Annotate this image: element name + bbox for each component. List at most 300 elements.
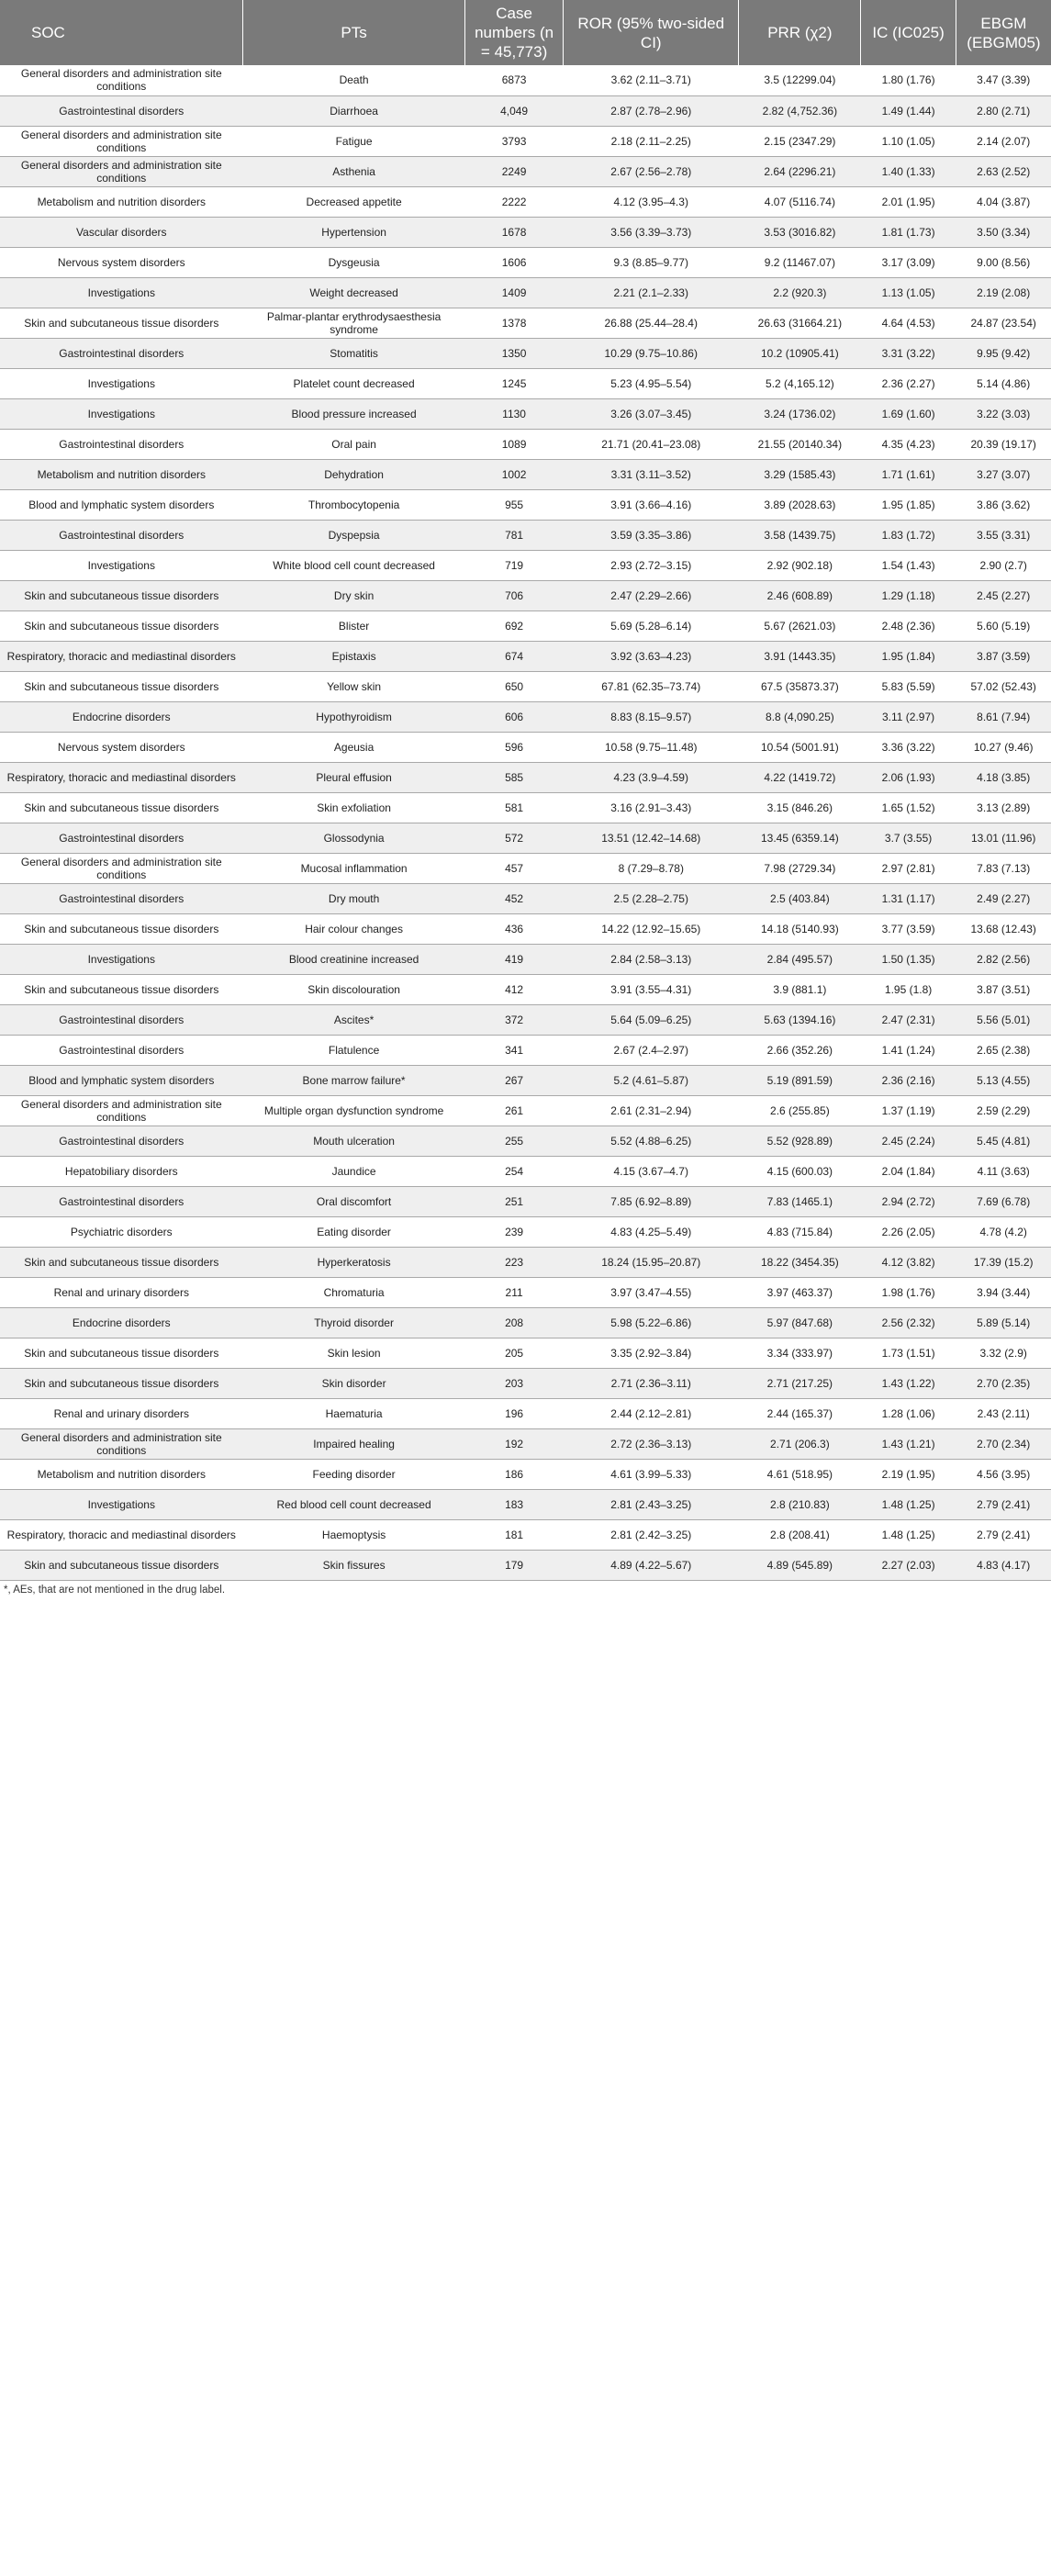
cell-ic: 1.80 (1.76) (881, 73, 935, 87)
cell-prr: 18.22 (3454.35) (761, 1255, 839, 1269)
cell-soc: Skin and subcutaneous tissue disorders (24, 679, 219, 693)
cell-soc: Psychiatric disorders (70, 1225, 173, 1238)
cell-ic: 1.95 (1.84) (881, 649, 935, 663)
cell-ic: 1.29 (1.18) (881, 588, 935, 602)
table-row (0, 580, 1051, 610)
cell-ror: 2.21 (2.1–2.33) (613, 286, 688, 299)
cell-ic: 1.48 (1.25) (881, 1528, 935, 1541)
cell-ic: 3.36 (3.22) (881, 740, 935, 754)
cell-soc: General disorders and administration site conditions (20, 855, 222, 881)
header-pts: PTs (243, 0, 465, 65)
table-row (0, 1368, 1051, 1398)
cell-ror: 3.31 (3.11–3.52) (610, 467, 691, 481)
cell-case-numbers: 372 (505, 1013, 524, 1026)
cell-ror: 18.24 (15.95–20.87) (601, 1255, 701, 1269)
cell-ic: 1.54 (1.43) (881, 558, 935, 572)
cell-soc: Skin and subcutaneous tissue disorders (24, 1376, 219, 1390)
cell-ic: 1.28 (1.06) (881, 1406, 935, 1420)
cell-case-numbers: 452 (505, 891, 524, 905)
table-row (0, 156, 1051, 186)
cell-ebgm: 3.47 (3.39) (977, 73, 1031, 87)
cell-ror: 2.61 (2.31–2.94) (610, 1103, 692, 1117)
cell-pt: Yellow skin (327, 679, 382, 693)
table-row (0, 1307, 1051, 1338)
cell-soc: Investigations (87, 952, 155, 966)
cell-soc: Nervous system disorders (57, 255, 185, 269)
cell-ebgm: 4.83 (4.17) (977, 1558, 1031, 1572)
cell-prr: 5.63 (1394.16) (764, 1013, 836, 1026)
cell-pt: Death (339, 73, 369, 87)
cell-ebgm: 2.70 (2.34) (977, 1437, 1031, 1450)
cell-pt: Dehydration (324, 467, 384, 481)
cell-case-numbers: 1606 (501, 255, 527, 269)
cell-prr: 5.19 (891.59) (766, 1073, 833, 1087)
cell-ror: 2.87 (2.78–2.96) (610, 104, 692, 118)
cell-ebgm: 3.86 (3.62) (977, 498, 1031, 511)
cell-ror: 5.98 (5.22–6.86) (610, 1316, 692, 1329)
cell-ebgm: 5.89 (5.14) (977, 1316, 1031, 1329)
cell-ebgm: 2.14 (2.07) (977, 134, 1031, 148)
cell-pt: Impaired healing (313, 1437, 395, 1450)
cell-ebgm: 10.27 (9.46) (973, 740, 1034, 754)
table-row (0, 398, 1051, 429)
cell-ebgm: 3.27 (3.07) (977, 467, 1031, 481)
cell-pt: Multiple organ dysfunction syndrome (263, 1103, 444, 1117)
cell-case-numbers: 436 (505, 922, 524, 935)
cell-pt: Thyroid disorder (314, 1316, 394, 1329)
cell-ebgm: 3.50 (3.34) (977, 225, 1031, 239)
cell-ror: 3.35 (2.92–3.84) (610, 1346, 692, 1360)
cell-ror: 2.67 (2.4–2.97) (613, 1043, 688, 1057)
cell-ror: 2.5 (2.28–2.75) (613, 891, 688, 905)
cell-soc: Nervous system disorders (57, 740, 185, 754)
cell-soc: Gastrointestinal disorders (59, 1194, 184, 1208)
table-row (0, 429, 1051, 459)
cell-case-numbers: 955 (505, 498, 524, 511)
cell-prr: 10.2 (10905.41) (761, 346, 839, 360)
cell-case-numbers: 1130 (502, 407, 526, 420)
cell-case-numbers: 1409 (501, 286, 527, 299)
cell-case-numbers: 205 (505, 1346, 524, 1360)
cell-ic: 4.35 (4.23) (881, 437, 935, 451)
cell-pt: Skin lesion (327, 1346, 381, 1360)
cell-ebgm: 3.87 (3.59) (977, 649, 1031, 663)
table-row (0, 823, 1051, 853)
cell-prr: 5.67 (2621.03) (764, 619, 836, 633)
cell-ror: 5.23 (4.95–5.54) (610, 376, 692, 390)
cell-pt: Pleural effusion (316, 770, 392, 784)
cell-prr: 3.9 (881.1) (773, 982, 827, 996)
cell-ebgm: 2.80 (2.71) (977, 104, 1031, 118)
cell-case-numbers: 1678 (501, 225, 527, 239)
cell-prr: 3.53 (3016.82) (764, 225, 836, 239)
cell-case-numbers: 706 (505, 588, 524, 602)
cell-pt: Mouth ulceration (313, 1134, 395, 1148)
cell-prr: 2.2 (920.3) (773, 286, 827, 299)
cell-ebgm: 24.87 (23.54) (970, 316, 1036, 330)
cell-soc: Gastrointestinal disorders (59, 891, 184, 905)
cell-ic: 3.7 (3.55) (884, 831, 933, 845)
cell-ic: 2.36 (2.27) (881, 376, 935, 390)
table-row (0, 126, 1051, 156)
cell-soc: Skin and subcutaneous tissue disorders (24, 1346, 219, 1360)
cell-case-numbers: 412 (505, 982, 524, 996)
cell-case-numbers: 419 (505, 952, 524, 966)
cell-case-numbers: 211 (505, 1285, 523, 1299)
cell-ic: 1.71 (1.61) (881, 467, 935, 481)
cell-case-numbers: 223 (505, 1255, 524, 1269)
cell-ebgm: 4.78 (4.2) (979, 1225, 1027, 1238)
cell-prr: 4.15 (600.03) (766, 1164, 833, 1178)
cell-ebgm: 5.45 (4.81) (977, 1134, 1031, 1148)
cell-ic: 1.41 (1.24) (881, 1043, 935, 1057)
cell-ror: 10.29 (9.75–10.86) (604, 346, 698, 360)
table-row (0, 520, 1051, 550)
cell-ebgm: 2.43 (2.11) (977, 1406, 1030, 1420)
table-row (0, 853, 1051, 883)
cell-ror: 2.71 (2.36–3.11) (610, 1376, 691, 1390)
cell-ebgm: 5.56 (5.01) (977, 1013, 1031, 1026)
cell-ebgm: 3.13 (2.89) (977, 801, 1031, 814)
cell-prr: 3.29 (1585.43) (764, 467, 836, 481)
cell-pt: Decreased appetite (306, 195, 402, 208)
cell-prr: 2.92 (902.18) (766, 558, 833, 572)
table-row (0, 65, 1051, 95)
cell-pt: Stomatitis (330, 346, 378, 360)
cell-soc: General disorders and administration site conditions (20, 67, 222, 94)
cell-prr: 2.15 (2347.29) (764, 134, 836, 148)
table-row (0, 732, 1051, 762)
table-row (0, 550, 1051, 580)
cell-ebgm: 9.00 (8.56) (977, 255, 1031, 269)
cell-case-numbers: 719 (505, 558, 524, 572)
table-footnote: *, AEs, that are not mentioned in the drug label. (4, 1584, 226, 1596)
cell-ebgm: 13.01 (11.96) (970, 831, 1036, 845)
cell-pt: Blood creatinine increased (288, 952, 419, 966)
cell-prr: 3.24 (1736.02) (764, 407, 836, 420)
cell-case-numbers: 3793 (501, 134, 527, 148)
table-row (0, 1489, 1051, 1519)
cell-case-numbers: 6873 (501, 73, 527, 87)
cell-pt: Skin exfoliation (317, 801, 391, 814)
cell-ic: 1.50 (1.35) (881, 952, 935, 966)
cell-soc: Investigations (87, 407, 155, 420)
cell-pt: Oral pain (331, 437, 376, 451)
cell-ic: 1.43 (1.22) (881, 1376, 935, 1390)
cell-pt: White blood cell count decreased (273, 558, 435, 572)
cell-prr: 3.58 (1439.75) (764, 528, 836, 542)
cell-case-numbers: 183 (505, 1497, 524, 1511)
cell-pt: Red blood cell count decreased (276, 1497, 431, 1511)
cell-soc: Blood and lymphatic system disorders (28, 498, 215, 511)
table-row (0, 186, 1051, 217)
cell-soc: Gastrointestinal disorders (59, 437, 184, 451)
cell-case-numbers: 1089 (501, 437, 527, 451)
cell-soc: Skin and subcutaneous tissue disorders (24, 1558, 219, 1572)
table-row (0, 913, 1051, 944)
table-body (0, 65, 1051, 1580)
table-row (0, 1156, 1051, 1186)
cell-soc: Investigations (87, 1497, 155, 1511)
cell-pt: Eating disorder (317, 1225, 391, 1238)
cell-ror: 5.69 (5.28–6.14) (610, 619, 692, 633)
cell-pt: Dyspepsia (328, 528, 380, 542)
cell-soc: Investigations (87, 286, 155, 299)
cell-pt: Skin disorder (321, 1376, 386, 1390)
cell-prr: 4.22 (1419.72) (764, 770, 836, 784)
cell-ic: 1.48 (1.25) (881, 1497, 935, 1511)
cell-pt: Hypothyroidism (316, 710, 392, 723)
cell-ic: 2.01 (1.95) (881, 195, 935, 208)
cell-ebgm: 3.55 (3.31) (977, 528, 1031, 542)
cell-case-numbers: 208 (505, 1316, 524, 1329)
table-row (0, 1065, 1051, 1095)
cell-pt: Thrombocytopenia (307, 498, 400, 511)
cell-ebgm: 2.49 (2.27) (977, 891, 1031, 905)
cell-soc: Hepatobiliary disorders (64, 1164, 178, 1178)
cell-prr: 2.82 (4,752.36) (762, 104, 838, 118)
table-row (0, 1428, 1051, 1459)
header-ror: ROR (95% two-sided CI) (564, 0, 739, 65)
cell-case-numbers: 261 (505, 1103, 524, 1117)
cell-prr: 4.89 (545.89) (766, 1558, 833, 1572)
cell-ic: 3.11 (2.97) (882, 710, 935, 723)
cell-pt: Skin discolouration (307, 982, 400, 996)
cell-ror: 2.81 (2.43–3.25) (610, 1497, 692, 1511)
cell-prr: 5.52 (928.89) (766, 1134, 833, 1148)
table-row (0, 1459, 1051, 1489)
table-row (0, 277, 1051, 308)
cell-ror: 26.88 (25.44–28.4) (604, 316, 698, 330)
header-soc: SOC (31, 24, 65, 41)
cell-ror: 4.61 (3.99–5.33) (610, 1467, 692, 1481)
cell-prr: 4.61 (518.95) (766, 1467, 833, 1481)
cell-soc: Investigations (87, 558, 155, 572)
table-row (0, 1216, 1051, 1247)
table-row (0, 944, 1051, 974)
table-row (0, 489, 1051, 520)
cell-prr: 21.55 (20140.34) (757, 437, 843, 451)
cell-ic: 1.10 (1.05) (881, 134, 935, 148)
cell-ic: 1.40 (1.33) (881, 164, 935, 178)
cell-prr: 2.66 (352.26) (766, 1043, 833, 1057)
cell-pt: Diarrhoea (330, 104, 378, 118)
cell-ebgm: 2.82 (2.56) (977, 952, 1031, 966)
cell-prr: 9.2 (11467.07) (764, 255, 835, 269)
cell-prr: 5.2 (4,165.12) (766, 376, 834, 390)
cell-ic: 2.36 (2.16) (881, 1073, 935, 1087)
header-case-numbers: Case numbers (n = 45,773) (465, 0, 564, 65)
cell-ebgm: 2.45 (2.27) (977, 588, 1031, 602)
cell-ebgm: 2.79 (2.41) (977, 1528, 1031, 1541)
table-row (0, 1398, 1051, 1428)
cell-soc: General disorders and administration site conditions (20, 1430, 222, 1457)
cell-pt: Epistaxis (331, 649, 376, 663)
cell-case-numbers: 457 (505, 861, 524, 875)
table-row (0, 217, 1051, 247)
cell-pt: Bone marrow failure* (302, 1073, 406, 1087)
cell-ebgm: 4.11 (3.63) (977, 1164, 1030, 1178)
cell-soc: Respiratory, thoracic and mediastinal disorders (6, 770, 236, 784)
cell-case-numbers: 203 (505, 1376, 524, 1390)
cell-pt: Feeding disorder (312, 1467, 396, 1481)
cell-ic: 1.43 (1.21) (881, 1437, 935, 1450)
table-row (0, 308, 1051, 338)
cell-case-numbers: 255 (505, 1134, 524, 1148)
cell-soc: General disorders and administration site conditions (20, 1097, 222, 1124)
cell-ror: 4.23 (3.9–4.59) (613, 770, 688, 784)
cell-soc: Skin and subcutaneous tissue disorders (24, 801, 219, 814)
cell-ror: 14.22 (12.92–15.65) (601, 922, 701, 935)
cell-ror: 2.93 (2.72–3.15) (610, 558, 692, 572)
cell-ror: 3.59 (3.35–3.86) (610, 528, 692, 542)
cell-soc: Gastrointestinal disorders (59, 1043, 184, 1057)
cell-case-numbers: 267 (505, 1073, 524, 1087)
cell-soc: Metabolism and nutrition disorders (37, 1467, 206, 1481)
cell-ebgm: 3.22 (3.03) (977, 407, 1031, 420)
cell-ror: 4.15 (3.67–4.7) (613, 1164, 688, 1178)
cell-ebgm: 2.19 (2.08) (977, 286, 1031, 299)
cell-ror: 3.97 (3.47–4.55) (610, 1285, 692, 1299)
cell-ror: 4.83 (4.25–5.49) (610, 1225, 692, 1238)
cell-pt: Mucosal inflammation (300, 861, 408, 875)
cell-prr: 3.5 (12299.04) (764, 73, 836, 87)
cell-case-numbers: 254 (505, 1164, 524, 1178)
cell-soc: Gastrointestinal disorders (59, 1013, 184, 1026)
cell-ic: 1.98 (1.76) (881, 1285, 935, 1299)
cell-ic: 3.77 (3.59) (881, 922, 935, 935)
cell-soc: Skin and subcutaneous tissue disorders (24, 1255, 219, 1269)
cell-ebgm: 2.70 (2.35) (977, 1376, 1031, 1390)
table-row (0, 974, 1051, 1004)
cell-ror: 2.72 (2.36–3.13) (610, 1437, 692, 1450)
cell-prr: 2.44 (165.37) (766, 1406, 833, 1420)
cell-ebgm: 17.39 (15.2) (973, 1255, 1034, 1269)
cell-ebgm: 9.95 (9.42) (977, 346, 1031, 360)
cell-ror: 10.58 (9.75–11.48) (604, 740, 698, 754)
cell-pt: Weight decreased (309, 286, 398, 299)
cell-ebgm: 7.83 (7.13) (977, 861, 1031, 875)
cell-pt: Glossodynia (323, 831, 385, 845)
table-row (0, 641, 1051, 671)
cell-ebgm: 2.63 (2.52) (977, 164, 1031, 178)
cell-ic: 2.47 (2.31) (881, 1013, 935, 1026)
cell-ic: 2.26 (2.05) (881, 1225, 935, 1238)
table-row (0, 1126, 1051, 1156)
cell-ic: 3.31 (3.22) (881, 346, 935, 360)
table-row (0, 1004, 1051, 1035)
cell-pt: Haemoptysis (321, 1528, 386, 1541)
cell-ic: 5.83 (5.59) (881, 679, 935, 693)
cell-pt: Fatigue (335, 134, 373, 148)
cell-pt: Ascites* (333, 1013, 375, 1026)
cell-ror: 5.64 (5.09–6.25) (610, 1013, 692, 1026)
cell-case-numbers: 341 (505, 1043, 524, 1057)
cell-pt: Ageusia (333, 740, 375, 754)
cell-case-numbers: 186 (505, 1467, 524, 1481)
cell-soc: Metabolism and nutrition disorders (37, 467, 206, 481)
cell-ic: 2.56 (2.32) (881, 1316, 935, 1329)
cell-ic: 2.45 (2.24) (881, 1134, 935, 1148)
cell-soc: Respiratory, thoracic and mediastinal disorders (6, 1528, 236, 1541)
cell-pt: Jaundice (331, 1164, 376, 1178)
cell-case-numbers: 179 (505, 1558, 524, 1572)
cell-ror: 3.92 (3.63–4.23) (610, 649, 692, 663)
cell-pt: Hair colour changes (305, 922, 403, 935)
cell-soc: Skin and subcutaneous tissue disorders (24, 922, 219, 935)
cell-case-numbers: 181 (505, 1528, 524, 1541)
cell-ic: 1.37 (1.19) (881, 1103, 935, 1117)
cell-prr: 26.63 (31664.21) (757, 316, 843, 330)
cell-ror: 3.91 (3.66–4.16) (610, 498, 692, 511)
table-row (0, 1095, 1051, 1126)
cell-ebgm: 3.87 (3.51) (977, 982, 1031, 996)
table-row (0, 671, 1051, 701)
table-row (0, 792, 1051, 823)
cell-ror: 3.26 (3.07–3.45) (610, 407, 692, 420)
cell-pt: Hyperkeratosis (317, 1255, 391, 1269)
cell-case-numbers: 581 (505, 801, 524, 814)
table-row (0, 762, 1051, 792)
cell-case-numbers: 4,049 (500, 104, 529, 118)
table-row (0, 883, 1051, 913)
cell-soc: Skin and subcutaneous tissue disorders (24, 588, 219, 602)
cell-ebgm: 57.02 (52.43) (970, 679, 1036, 693)
cell-case-numbers: 572 (505, 831, 524, 845)
cell-ic: 2.48 (2.36) (881, 619, 935, 633)
header-ic: IC (IC025) (861, 0, 956, 65)
cell-pt: Hypertension (321, 225, 386, 239)
cell-ebgm: 2.79 (2.41) (977, 1497, 1031, 1511)
cell-ic: 1.65 (1.52) (881, 801, 935, 814)
cell-prr: 13.45 (6359.14) (761, 831, 839, 845)
cell-prr: 2.71 (217.25) (766, 1376, 833, 1390)
cell-prr: 10.54 (5001.91) (761, 740, 839, 754)
table-row (0, 1338, 1051, 1368)
cell-soc: Gastrointestinal disorders (59, 528, 184, 542)
cell-soc: General disorders and administration site conditions (20, 158, 222, 185)
cell-case-numbers: 1378 (501, 316, 527, 330)
cell-pt: Chromaturia (323, 1285, 385, 1299)
cell-ror: 21.71 (20.41–23.08) (601, 437, 701, 451)
cell-ror: 67.81 (62.35–73.74) (601, 679, 701, 693)
cell-ror: 2.18 (2.11–2.25) (610, 134, 691, 148)
cell-ic: 1.49 (1.44) (881, 104, 935, 118)
cell-ebgm: 5.60 (5.19) (977, 619, 1031, 633)
table-row (0, 1035, 1051, 1065)
table-row (0, 459, 1051, 489)
cell-pt: Flatulence (328, 1043, 380, 1057)
cell-ebgm: 2.59 (2.29) (977, 1103, 1031, 1117)
table-row (0, 610, 1051, 641)
cell-ror: 13.51 (12.42–14.68) (601, 831, 701, 845)
cell-case-numbers: 2222 (501, 195, 527, 208)
cell-ic: 1.73 (1.51) (881, 1346, 935, 1360)
cell-ebgm: 5.13 (4.55) (977, 1073, 1031, 1087)
cell-ror: 4.89 (4.22–5.67) (610, 1558, 692, 1572)
cell-prr: 2.71 (206.3) (770, 1437, 830, 1450)
cell-ic: 2.19 (1.95) (881, 1467, 935, 1481)
cell-ebgm: 4.56 (3.95) (977, 1467, 1031, 1481)
cell-ebgm: 7.69 (6.78) (977, 1194, 1031, 1208)
cell-case-numbers: 781 (505, 528, 524, 542)
cell-pt: Platelet count decreased (293, 376, 415, 390)
cell-pt: Blood pressure increased (291, 407, 417, 420)
cell-case-numbers: 196 (505, 1406, 524, 1420)
table-header-row (0, 0, 1051, 65)
cell-case-numbers: 192 (505, 1437, 524, 1450)
cell-pt: Blister (338, 619, 370, 633)
